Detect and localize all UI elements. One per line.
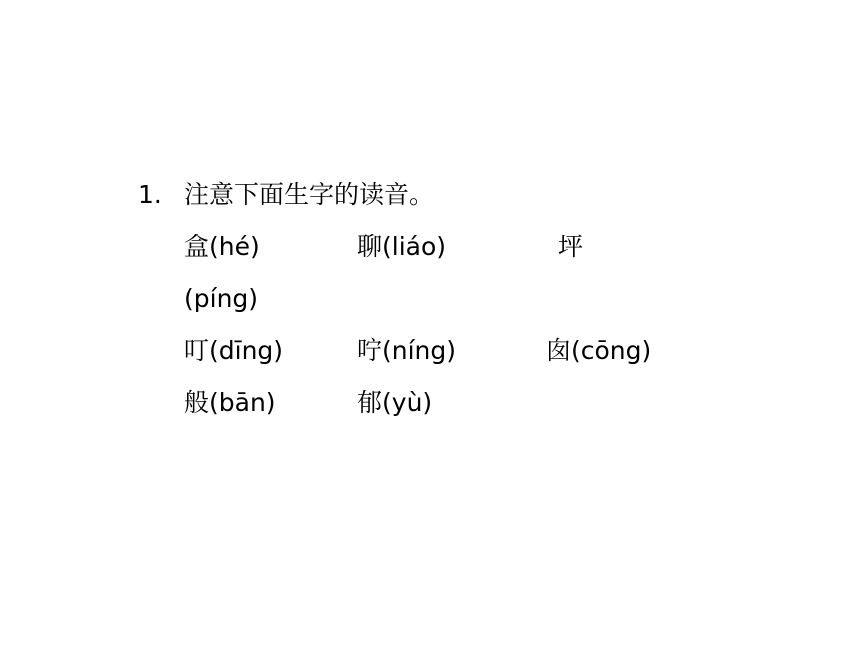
pinyin-item-ping-char [558,232,583,262]
character: 聊 [357,232,383,261]
pinyin-item-cong [546,336,651,366]
pinyin: (píng) [184,284,259,313]
pinyin: (bān) [209,388,276,417]
character: 郁 [357,388,383,417]
character: 盒 [184,232,210,261]
pinyin: (dīng) [209,336,284,365]
pinyin: (liáo) [382,232,447,261]
question-heading: 注意下面生字的读音。 [184,180,435,209]
pinyin-item-liao [357,232,446,262]
pinyin-item-ning [357,336,456,366]
character: 囱 [546,336,572,365]
pinyin: (cōng) [571,336,652,365]
character: 坪 [558,232,584,261]
pinyin-item-ding [184,336,283,366]
pinyin-item-ping-pinyin [184,284,258,314]
pinyin: (níng) [382,336,457,365]
pinyin-item-ban [184,388,276,418]
character: 般 [184,388,210,417]
pinyin: (hé) [209,232,260,261]
character: 咛 [357,336,383,365]
question-number: 1. [138,180,162,209]
pinyin: (yù) [382,388,433,417]
character: 叮 [184,336,210,365]
pinyin-item-he [184,232,260,262]
pinyin-item-yu [357,388,432,418]
